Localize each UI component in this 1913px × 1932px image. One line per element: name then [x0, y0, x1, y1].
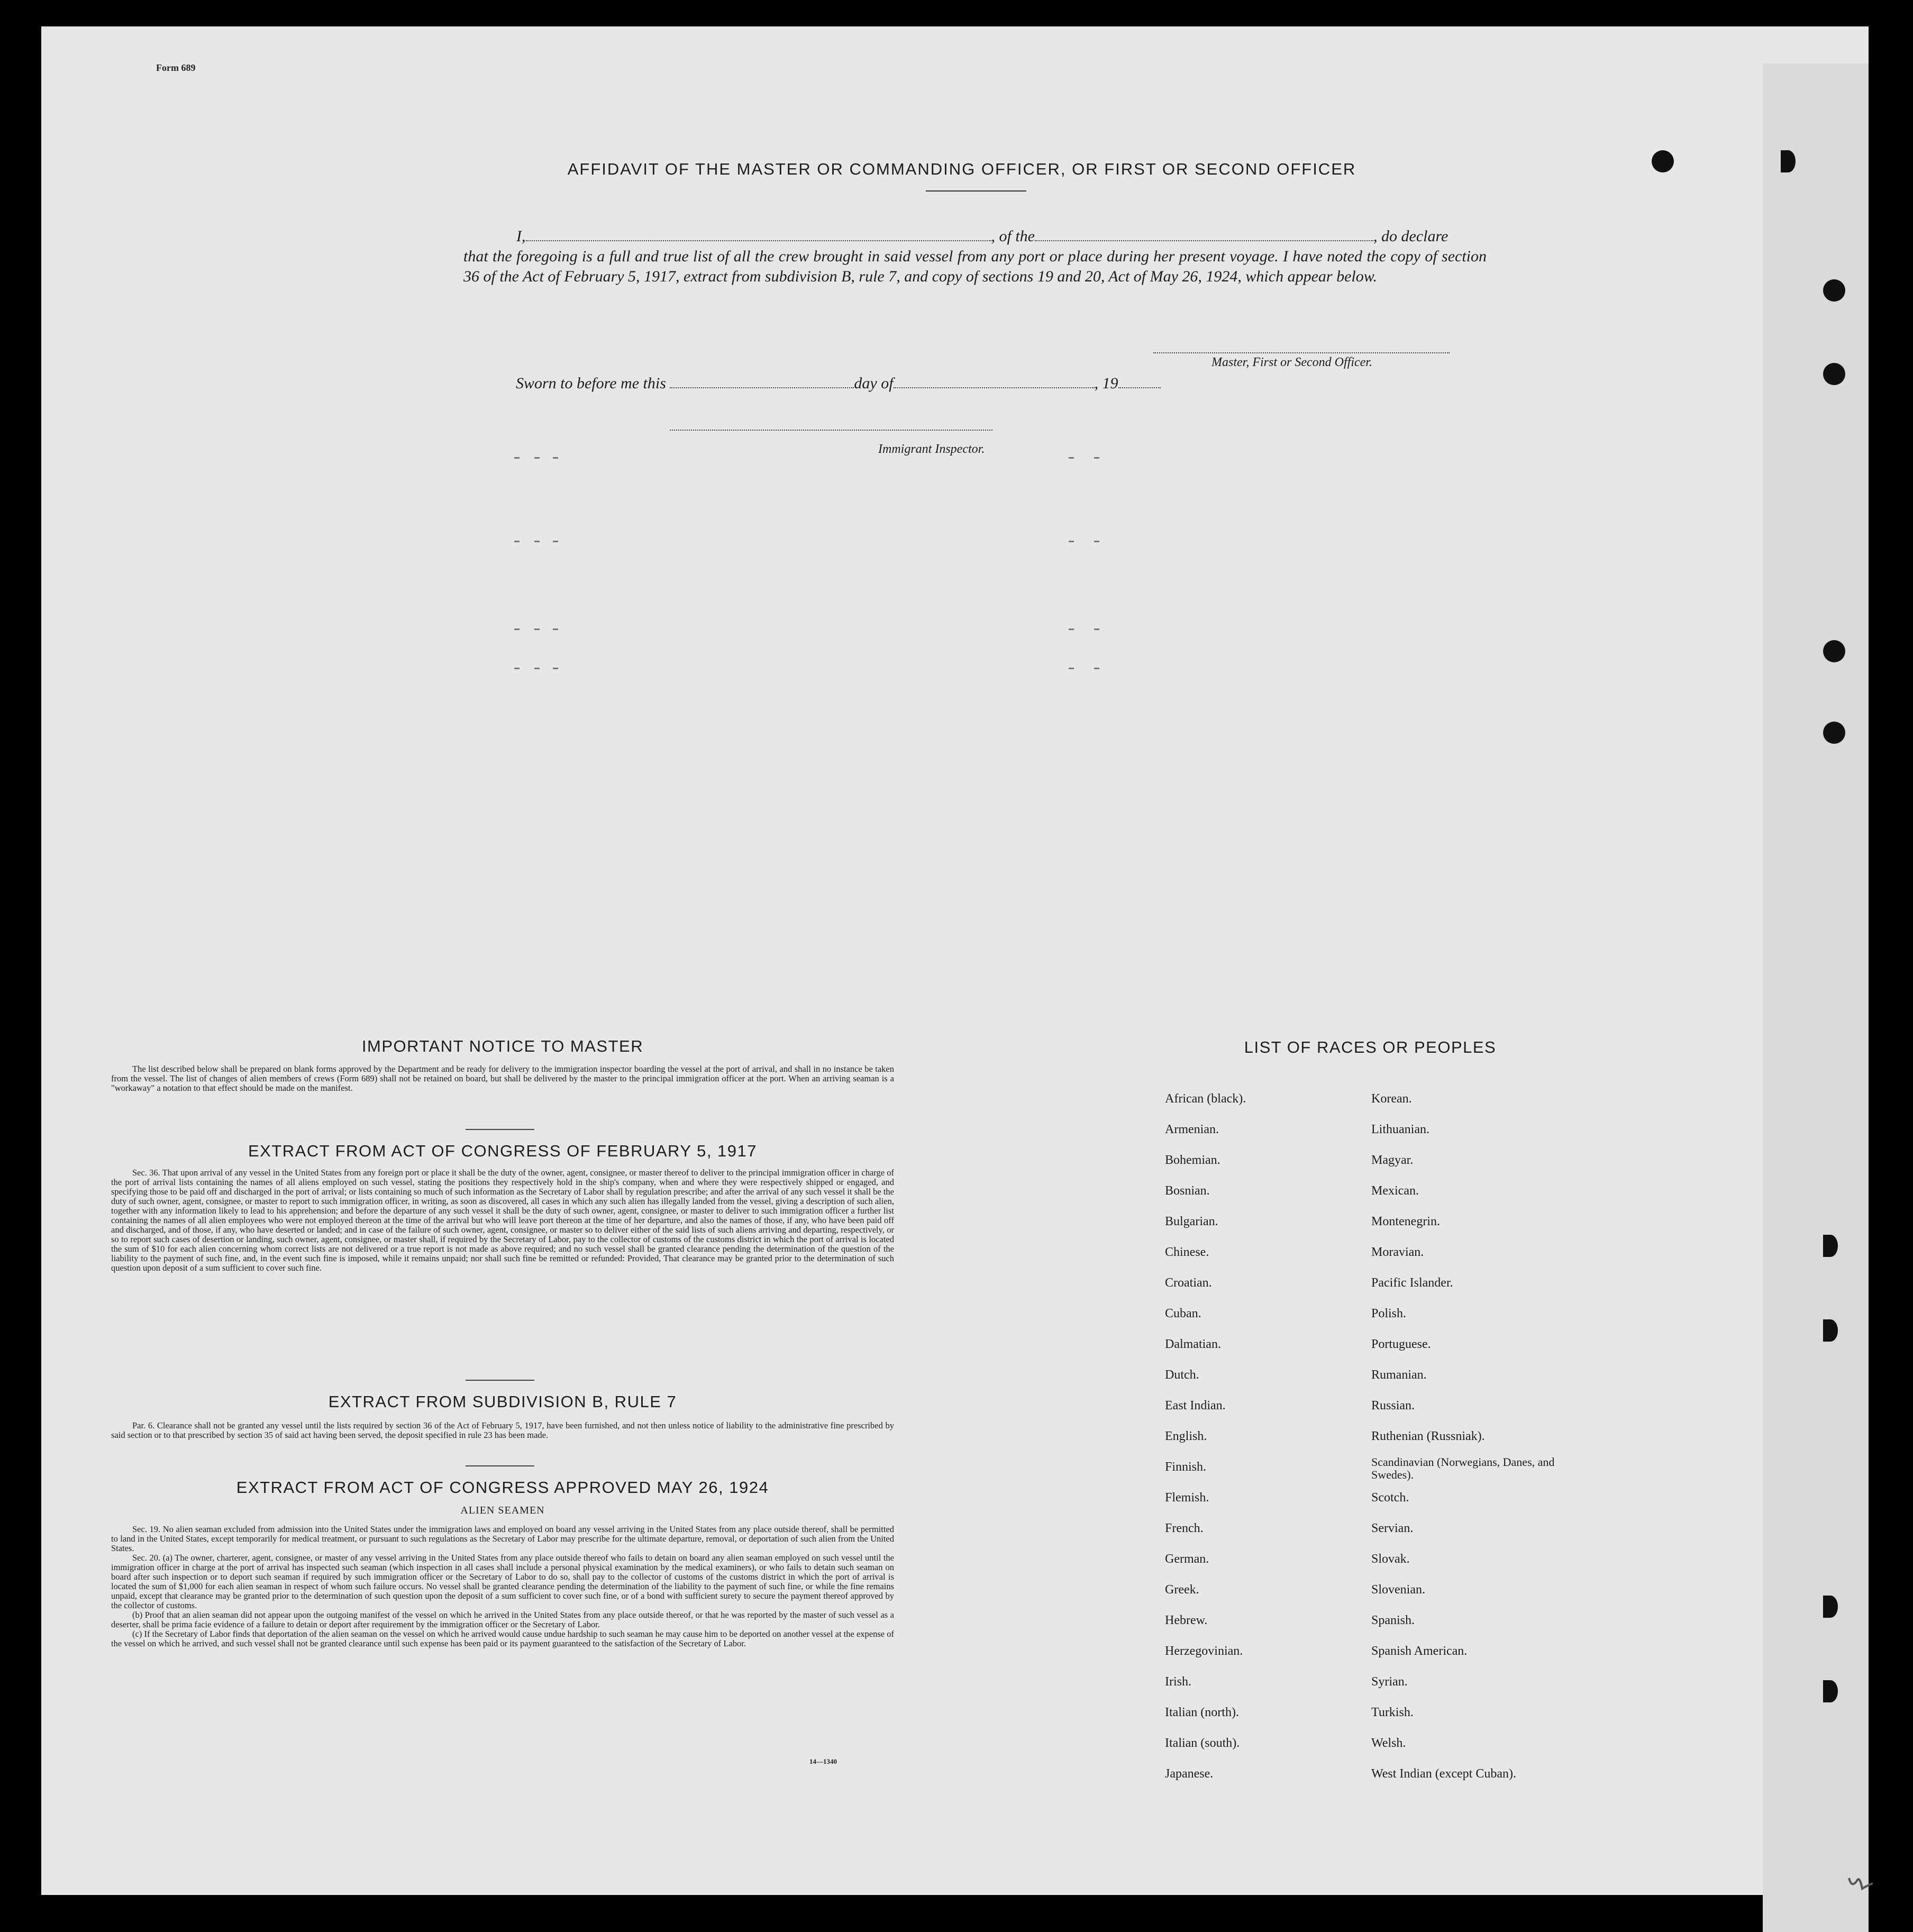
race-item: West Indian (except Cuban).: [1371, 1767, 1516, 1781]
punch-hole: [1823, 1680, 1838, 1702]
title-underline: [926, 190, 1026, 192]
sec-20a: Sec. 20. (a) The owner, charterer, agent, consignee, or master of any vessel arriving in the United States from any place outside thereof who fails to detain on board any alien seaman employed on such vessel until the immigration officer in charge at the port of arrival has inspected such seaman (which inspection in all cases shall include a personal physical examination by the medical examiners), or who fails to detain such seaman on board after such inspection or to deport such seaman if required by such immigration officer or the Secretary of Labor to do so, shall pay to the collector of customs of the customs district in which the port of arrival is located the sum of $1,000 for each alien seaman in respect of whom such failure occurs. No vessel shall be granted clearance pending the determination of the liability to the payment of such fine, or while the fine remains unpaid, except that clearance may be granted prior to the determination of such question upon the deposit of a sum sufficient to cover such fine, or of a bond with sufficient surety to secure the payment thereof approved by the collector of customs.: [111, 1553, 894, 1610]
faint-mark: [1094, 668, 1099, 669]
race-item: Pacific Islander.: [1371, 1276, 1453, 1290]
faint-mark: [514, 668, 520, 669]
notice-title: IMPORTANT NOTICE TO MASTER: [361, 1037, 644, 1055]
race-item: Servian.: [1371, 1521, 1414, 1535]
subdivision-b-text: Par. 6. Clearance shall not be granted any vessel until the lists required by section 36 of the Act of February 5, 1917, have been furnished, and not then unless notice of liability to the administrative fine prescribed by said section or to that prescribed by section 35 of said act having been served, the deposit specified in rule 23 has been made.: [111, 1420, 894, 1440]
form-number: Form 689: [156, 62, 196, 73]
race-item: Bohemian.: [1165, 1153, 1220, 1167]
pencil-mark: [1846, 1873, 1878, 1899]
race-item: Slovenian.: [1371, 1583, 1425, 1597]
notice-text: The list described below shall be prepared on blank forms approved by the Department and be ready for delivery to the immigration inspector boarding the vessel at the port of arrival, and shall in no instance be taken from the vessel. The list of changes of alien members of crews (Form 689) shall not be retained on board, but shall be delivered by the master to the principal immigration officer at the port. When an arriving seaman is a "workaway" a notation to that effect should be made on the manifest.: [111, 1064, 894, 1093]
faint-mark: [553, 668, 558, 669]
race-item: Syrian.: [1371, 1675, 1408, 1689]
extract-1917-title: EXTRACT FROM ACT OF CONGRESS OF FEBRUARY 5, 1917: [248, 1142, 758, 1160]
punch-hole: [1823, 722, 1845, 744]
race-item: Ruthenian (Russniak).: [1371, 1429, 1485, 1443]
race-item: Italian (north).: [1165, 1706, 1239, 1719]
section-divider: [466, 1380, 534, 1381]
faint-mark: [553, 628, 558, 630]
race-item: Dutch.: [1165, 1368, 1199, 1382]
race-item: Russian.: [1371, 1399, 1415, 1412]
affidavit-title: AFFIDAVIT OF THE MASTER OR COMMANDING OFFICER, OR FIRST OR SECOND OFFICER: [567, 160, 1356, 178]
extract-1924-text: [111, 1525, 894, 1648]
faint-mark: [1094, 628, 1099, 630]
race-item: Rumanian.: [1371, 1368, 1427, 1382]
race-item: Korean.: [1371, 1092, 1412, 1106]
race-item: Greek.: [1165, 1583, 1199, 1597]
race-item: Montenegrin.: [1371, 1215, 1440, 1228]
faint-mark: [1069, 628, 1074, 630]
race-item: Mexican.: [1371, 1184, 1419, 1198]
race-item: Armenian.: [1165, 1123, 1219, 1136]
race-item: Flemish.: [1165, 1491, 1209, 1505]
race-item: East Indian.: [1165, 1399, 1226, 1412]
sheet-edge-shadow: [1763, 63, 1869, 1932]
sec-19: Sec. 19. No alien seaman excluded from admission into the United States under the immigration laws and employed on board any vessel arriving in the United States from any place outside thereof, shall be permitted to land in the United States, except temporarily for medical treatment, or pursuant to such regulations as the Secretary of Labor may prescribe for the ultimate departure, removal, or deportation of such alien from the United States.: [111, 1524, 894, 1553]
race-item: French.: [1165, 1521, 1204, 1535]
race-item: Lithuanian.: [1371, 1123, 1429, 1136]
punch-hole: [1823, 1319, 1838, 1342]
race-item: Finnish.: [1165, 1460, 1207, 1474]
race-item: Croatian.: [1165, 1276, 1212, 1290]
affidavit-text: I, , of the , do declare that the foregoing is a full and true list of all the crew brought in said vessel from any port or place during her present voyage. I have noted the copy of section 36 of the Act of February 5, 1917, extract from subdivision B, rule 7, and copy of sections 19 and 20, Act of May 26, 1924, which appear below.: [463, 226, 1487, 287]
inspector-label: Immigrant Inspector.: [878, 442, 985, 456]
affidavit-body: that the foregoing is a full and true list of all the crew brought in said vessel from any port or place during her present voyage. I have noted the copy of section 36 of the Act of February 5, 1917, extract from subdivision B, rule 7, and copy of sections 19 and 20, Act of May 26, 1924, which appear below.: [463, 248, 1487, 285]
faint-mark: [553, 541, 558, 542]
race-item: Cuban.: [1165, 1307, 1201, 1320]
faint-mark: [534, 541, 540, 542]
race-item: Scotch.: [1371, 1491, 1409, 1505]
print-code: 14—1340: [809, 1757, 837, 1765]
race-item: Irish.: [1165, 1675, 1191, 1689]
race-item: Italian (south).: [1165, 1736, 1240, 1750]
faint-mark: [1069, 457, 1074, 459]
race-item: Chinese.: [1165, 1245, 1209, 1259]
race-item: Slovak.: [1371, 1552, 1410, 1566]
race-item: Magyar.: [1371, 1153, 1414, 1167]
faint-mark: [553, 457, 558, 459]
faint-mark: [534, 457, 540, 459]
race-item: Bulgarian.: [1165, 1215, 1218, 1228]
punch-hole: [1823, 279, 1845, 302]
race-item: African (black).: [1165, 1092, 1246, 1106]
extract-1924-subtitle: ALIEN SEAMEN: [460, 1505, 545, 1516]
punch-hole: [1823, 363, 1845, 385]
race-item: Bosnian.: [1165, 1184, 1210, 1198]
faint-mark: [514, 628, 520, 630]
punch-hole: [1823, 1235, 1838, 1257]
master-signature-line: [1153, 352, 1450, 353]
race-item: Hebrew.: [1165, 1614, 1208, 1627]
punch-hole: [1823, 640, 1845, 662]
faint-mark: [1069, 541, 1074, 542]
subdivision-b-title: EXTRACT FROM SUBDIVISION B, RULE 7: [328, 1392, 677, 1411]
race-item: Dalmatian.: [1165, 1337, 1221, 1351]
race-item: Polish.: [1371, 1307, 1407, 1320]
section-divider: [466, 1129, 534, 1130]
race-item: Moravian.: [1371, 1245, 1424, 1259]
extract-1917-text: Sec. 36. That upon arrival of any vessel in the United States from any foreign port or place it shall be the duty of the owner, agent, consignee, or master thereof to deliver to the principal immigration officer in charge of the port of arrival lists containing the names of all aliens employed on such vessel, stating the positions they respectively hold in the ship's company, when and where they were respectively shipped or engaged, and specifying those to be paid off and discharged in the port of arrival; or lists containing so much of such information as the Secretary of Labor shall by regulation prescribe; and after the arrival of any such vessel it shall be the duty of such owner, agent, consignee, or master to report to such immigration officer, in writing, as soon as discovered, all cases in which any such alien has illegally landed from the vessel, giving a description of such alien, together with any information likely to lead to his apprehension; and before the departure of any such vessel it shall be the duty of such owner, agent, consignee, or master to deliver to such immigration officer a further list containing the names of all alien employees who were not employed thereon at the time of the arrival but who will leave port thereon at the time of her departure, and also the names of those, if any, who have been paid off and discharged, and of those, if any, who have deserted or landed; and in case of the failure of such owner, agent, consignee, or master so to deliver either of the said lists of such aliens arriving and departing, respectively, or so to report such cases of desertion or landing, such owner, agent, consignee, or master shall, if required by the Secretary of Labor, pay to the collector of customs of the customs district in which the port of arrival is located the sum of $10 for each alien concerning whom correct lists are not delivered or a true report is not made as above required; and no such vessel shall be granted clearance pending the determination of the question of the liability to the payment of such fine, and, in the event such fine is imposed, while it remains unpaid; nor shall such fine be remitted or refunded: Provided, That clearance may be granted prior to the determination of such question upon deposit of a sum sufficient to cover such fine.: [111, 1168, 894, 1273]
sworn-line: Sworn to before me this day of , 19: [516, 375, 1161, 393]
race-item: Herzegovinian.: [1165, 1644, 1243, 1658]
faint-mark: [534, 668, 540, 669]
race-item: Japanese.: [1165, 1767, 1214, 1781]
race-item: English.: [1165, 1429, 1207, 1443]
races-title: LIST OF RACES OR PEOPLES: [1244, 1038, 1497, 1056]
race-item: Spanish American.: [1371, 1644, 1468, 1658]
extract-1924-title: EXTRACT FROM ACT OF CONGRESS APPROVED MAY 26, 1924: [236, 1478, 769, 1497]
sec-20c: (c) If the Secretary of Labor finds that deportation of the alien seaman on the vessel on which he arrived would cause undue hardship to such seaman he may cause him to be deported on another vessel at the expense of the vessel on which he arrived, and such vessel shall not be granted clearance until such expense has been paid or its payment guaranteed to the satisfaction of the Secretary of Labor.: [111, 1629, 894, 1648]
master-signature-label: Master, First or Second Officer.: [1211, 356, 1372, 369]
faint-mark: [514, 541, 520, 542]
inspector-signature-line: [670, 430, 992, 431]
faint-mark: [514, 457, 520, 459]
race-item: German.: [1165, 1552, 1209, 1566]
sec-20b: (b) Proof that an alien seaman did not appear upon the outgoing manifest of the vessel on which he arrived in the United States from any place outside thereof, or that he was reported by the master of such vessel as a deserter, shall be prima facie evidence of a failure to detain or deport after requirement by the immigration officer or the Secretary of Labor.: [111, 1610, 894, 1629]
faint-mark: [1094, 541, 1099, 542]
race-item: Portuguese.: [1371, 1337, 1431, 1351]
punch-hole: [1823, 1596, 1838, 1618]
race-item: Scandinavian (Norwegians, Danes, and Swedes).: [1371, 1455, 1555, 1481]
faint-mark: [1069, 668, 1074, 669]
faint-mark: [1094, 457, 1099, 459]
faint-mark: [534, 628, 540, 630]
race-item: Turkish.: [1371, 1706, 1414, 1719]
race-item: Welsh.: [1371, 1736, 1406, 1750]
section-divider: [466, 1465, 534, 1466]
race-item: Spanish.: [1371, 1614, 1415, 1627]
